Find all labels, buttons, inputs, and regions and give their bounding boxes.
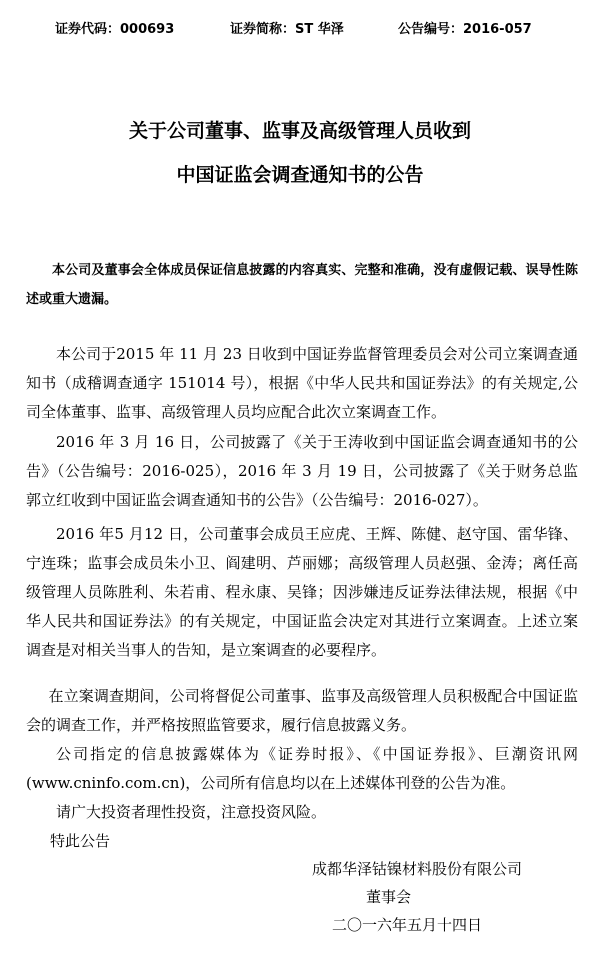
body-paragraph-1: 本公司于2015 年 11 月 23 日收到中国证券监督管理委员会对公司立案调查通知书（成稽调查通字 151014 号），根据《中华人民共和国证券法》的有关规定,公司全体董事、监事、高级管理人员均应配合此次立案调查工作。	[26, 345, 578, 421]
body-paragraph-3: 2016 年5 月12 日，公司董事会成员王应虎、王辉、陈健、赵守国、雷华锋、宁连珠；监事会成员朱小卫、阎建明、芦丽娜；高级管理人员赵强、金涛；离任高级管理人员陈胜利、朱若甫、程永康、吴锋；因涉嫌违反证券法律法规，根据《中华人民共和国证券法》的有关规定，中国证监会决定对其进行立案调查。上述立案调查是对相关当事人的告知，是立案调查的必要程序。	[26, 525, 578, 659]
signature-board: 董事会	[366, 888, 412, 906]
body-paragraph-4: 在立案调查期间，公司将督促公司董事、监事及高级管理人员积极配合中国证监会的调查工作，并严格按照监管要求，履行信息披露义务。	[26, 687, 578, 734]
body-paragraph-6: 请广大投资者理性投资，注意投资风险。	[56, 803, 327, 821]
notice-number: 公告编号：2016-057	[398, 22, 532, 37]
stock-abbreviation: 证券简称：ST 华泽	[230, 22, 344, 37]
document-title-line-2: 中国证监会调查通知书的公告	[176, 164, 424, 186]
body-paragraph-2: 2016 年 3 月 16 日，公司披露了《关于王涛收到中国证监会调查通知书的公告》（公告编号：2016-025），2016 年 3 月 19 日，公司披露了《关于财务总监郭立红收到中国证监会调查通知书的公告》（公告编号：2016-027）。	[26, 433, 578, 509]
board-statement: 本公司及董事会全体成员保证信息披露的内容真实、完整和准确，没有虚假记载、误导性陈述或重大遗漏。	[26, 263, 578, 307]
document-title-line-1: 关于公司董事、监事及高级管理人员收到	[128, 120, 471, 142]
signature-company: 成都华泽钴镍材料股份有限公司	[312, 860, 523, 878]
document-header	[0, 18, 600, 38]
stock-code: 证券代码：000693	[55, 22, 175, 37]
body-paragraph-5: 公司指定的信息披露媒体为《证券时报》、《中国证券报》、巨潮资讯网(www.cninfo.com.cn)，公司所有信息均以在上述媒体刊登的公告为准。	[26, 745, 578, 792]
closing-remark: 特此公告	[50, 832, 111, 850]
signature-date: 二〇一六年五月十四日	[332, 916, 483, 934]
